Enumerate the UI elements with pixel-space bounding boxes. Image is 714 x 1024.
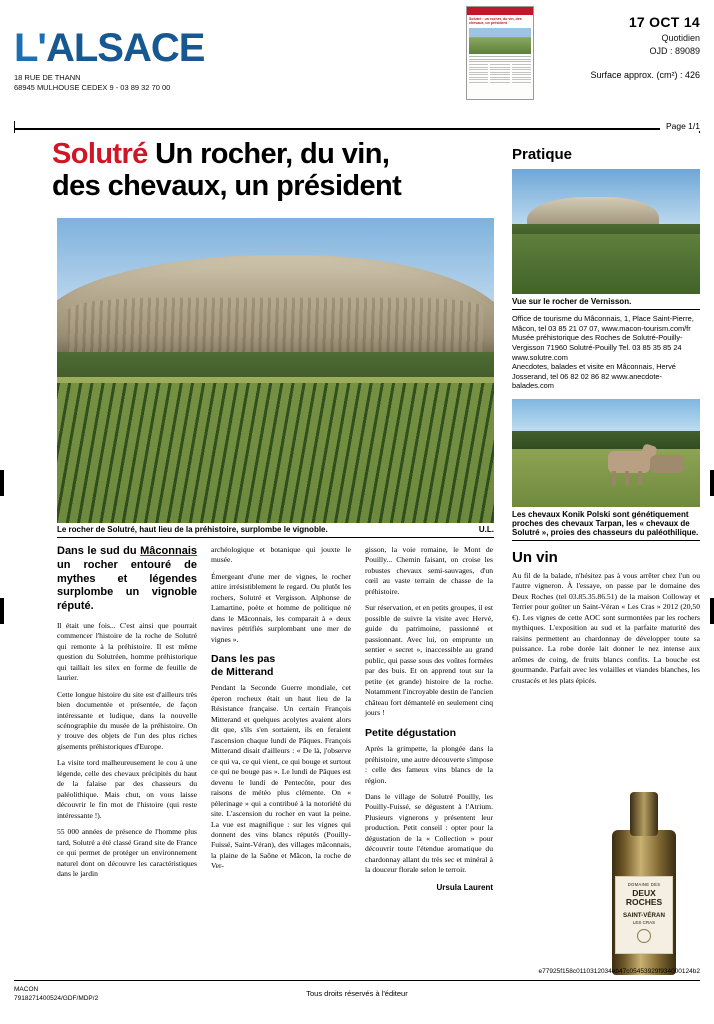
issue-thumbnail [466,6,534,100]
horse-figure-1 [608,451,650,473]
thumbnail-columns [469,64,531,84]
issue-surface: Surface approx. (cm²) : 426 [590,70,700,80]
bottle-label [615,876,673,954]
address-line-2: 68945 MULHOUSE CEDEX 9 - 03 89 32 70 00 [14,83,171,93]
paragraph: Après la grimpette, la plongée dans la préhistoire, une autre découverte s'impose : celle des fameux vins blancs de la région. [365,744,493,785]
subheading-degustation: Petite dégustation [365,726,457,739]
bottle-label-line-4: LES CRAS [632,919,656,925]
article-column-3 [365,545,493,893]
paragraph: Émergeant d'une mer de vignes, le rocher attire irrésistiblement le regard. Ou plutôt les rochers, Solutré et Vergisson. Alphonse de Lamartine, poète et homme de politique né dans le Mâconnais, les comparait à « deux navires pétrifiés surplombant une mer de vignes ». [211,571,351,644]
lead-underlined-word: Mâconnais [140,545,197,557]
paragraph: Pendant la Seconde Guerre mondiale, cet éperon rocheux était un haut lieu de la Résistance française. Un certain François Mitterand et quelques acolytes avaient alors dit que, s'ils s'en sortaient, ils en feraient l'ascension chaque lundi de Pâques. François Mitterand disait d'ailleurs : « De là, j'observe ce qui va, ce qui vient, ce qui bouge et surtout ce qui ne bouge pas ». Le lundi de Pâques est devenu le lundi de Pentecôte, pour des raisons de météo plus clémente. On « pèlerinage » qui a contribué à la notoriété du site. L'ascension du rocher en vaut la peine. La vue est magnifique : sur les vignes qui donnent des vins blancs réputés (Pouilly-Fuissé, Saint-Véran), des villages mâconnais, la plaine de la Saône et Mâcon, la roche de Ver- [211,683,351,871]
wine-bottle-photo [590,830,700,975]
thumbnail-title: Solutré : un rocher, du vin, des chevaux, un président [469,17,522,26]
header-rule [14,128,700,130]
sidebar-photo1-caption: Vue sur le rocher de Vernisson. [512,297,700,310]
paragraph: archéologique et botanique qui jouxte le musée. [211,545,351,565]
sidebar-wine-title: Un vin [512,549,558,566]
article-column-1 [57,545,197,886]
registration-mark-right-2 [710,598,714,624]
paragraph: La visite tord malheureusement le cou à une légende, celle des chevaux précipités du haut de la falaise par des chasseurs du paléolithique. Mais chut, on vous laisse découvrir le fin mot de l'histoire (qui reste intéressante !). [57,758,197,820]
registration-mark-left [0,470,4,496]
headline-line-2: des chevaux, un président [52,170,402,203]
address-line-1: 18 RUE DE THANN [14,73,81,82]
main-article-photo [57,218,494,523]
caption-rule [57,537,494,538]
headline-rest: Un rocher, du vin, [147,138,390,170]
logo-text: L'ALSACE [14,26,205,70]
issue-date: 17 OCT 14 [628,14,700,30]
photo-vineyard [57,383,494,523]
main-photo-caption: Le rocher de Solutré, haut lieu de la préhistoire, surplombe le vignoble. [57,525,328,534]
paragraph: Cette longue histoire du site est d'ailleurs très bien documentée et présentée, de façon intéressante et ludique, dans la nouvelle scénographie du musée de la préhistoire. On y trouve des objets de l'un des plus riches gisements préhistoriques d'Europe. [57,689,197,751]
paragraph: Dans le village de Solutré Pouilly, les Pouilly-Fuissé, se dégustent à l'Atrium. Plusieurs vignerons y présentent leur production. Petit conseil : opter pour la dégustation de la « Collection » pour découvrir toute l'étendue aromatique du chardonnay allant du très sec et minéral à la douceur florale selon le terroir. [365,791,493,875]
bottle-label-line-3: SAINT-VÉRAN [623,911,665,919]
publication-logo [14,28,244,93]
main-photo-credit: U.L. [478,525,494,534]
publication-address [14,73,244,93]
info-anecdotes: Anecdotes, balades et visite en Mâconnais, Hervé Josserand, tel 06 82 02 86 82 www.anecdote-balades.com [512,362,676,391]
footer-barcode-id: e77925f158c0110312034eb47c05453929f934000124b2 [538,968,700,975]
subheading-mitterand: Dans les pas de Mitterand [211,653,276,678]
registration-mark-left-2 [0,598,4,624]
page-footer [0,968,714,1014]
footer-rights: Tous droits réservés à l'éditeur [306,989,408,998]
headline-highlight: Solutré [52,138,148,170]
rule-tick-left [14,121,15,133]
paragraph: gisson, la voie romaine, le Mont de Pouilly... Chemin faisant, on croise les robustes chevaux semi-sauvages, d'un cœil au vaste terrain de chasse de la préhistoire. [365,545,493,596]
bottle-neck [630,792,658,836]
sidebar-photo-field [512,234,700,294]
sidebar-photo2-caption: Les chevaux Konik Polski sont génétiquement proches des chevaux Tarpan, les « chevaux de Solutré », proies des chasseurs du paléothilique. [512,510,700,541]
article-column-2 [211,545,351,878]
thumbnail-photo [469,28,531,54]
page-indicator: Page 1/1 [660,121,700,131]
article-lead: Dans le sud du Mâconnais un rocher entouré de mythes et légendes surplombe un vignoble réputé. [57,545,197,612]
sidebar-title: Pratique [512,146,573,163]
footer-city: MACON [14,986,39,993]
info-office-tourisme: Office de tourisme du Mâconnais, 1, Place Saint-Pierre, Mâcon, tel 03 85 21 07 07, www.macon-tourism.com/fr [512,314,694,333]
info-musee: Musée préhistorique des Roches de Solutré-Pouilly-Vergisson 71960 Solutré-Pouilly Tel. 03 85 35 85 24 www.solutre.com [512,333,683,362]
bottle-body [612,830,676,975]
page-header [0,0,714,131]
horse-legs [612,471,650,485]
issue-periodicity: Quotidien [661,33,700,43]
bottle-label-line-1: DOMAINE DES [627,882,661,887]
sidebar-wine-body: Au fil de la balade, n'hésitez pas à vous arrêter chez l'un ou l'autre vigneron. À l'essaye, on passe par le domaine des Deux Roches (tel 03.85.35.86.51) de la maison Colloway et Terrier pour goûter un Saint-Véran « Les Cras » 2012 (20,50 €). Les vignes de cette AOC sont surmontées par les rochers mythiques. L'exposition au sud et la parfaite maturité des raisins permettent au chardonnay de développer toute sa puissance. La robe dorée lait donner le nez intense aux arômes de coing, de fruits blancs confits. La bouche est gourmande. Parfait avec les volailles et viandes blanches, les crustacés et les plats épicés. [512,571,700,685]
paragraph: Sur réservation, et en petits groupes, il est possible de suivre la visite avec Hervé, guide du patrimoine, passionné et passionnant. Avec lui, on emprunte un sentier « secret », inaccessible au grand public, qui passe sous des voûtes formées par des buis. Et on apprend tout sur la petite (et grande) histoire de la roche. Notamment l'incroyable destin de l'ancien château fort démantelé en seulement cinq jours ! [365,603,493,718]
article-headline [52,138,492,203]
article-author: Ursula Laurent [436,882,493,892]
sidebar-photo-vernisson [512,169,700,294]
sidebar-pratique [512,146,700,686]
registration-mark-right [710,470,714,496]
bottle-label-line-2: DEUX ROCHES [625,888,663,907]
issue-ojd: OJD : 89089 [649,46,700,56]
issue-metadata [590,14,700,80]
bottle-label-seal [637,929,651,943]
main-photo-caption-row [57,525,494,534]
sidebar-info-block [512,314,700,391]
sidebar-photo-horses [512,399,700,507]
paragraph: 55 000 années de présence de l'homme plus tard, Solutré a été classé Grand site de France ce qui permet de protéger un environnement naturel dont on découvre les caractéristiques dans le jardin [57,827,197,879]
thumbnail-masthead [467,7,533,15]
horse-figure-2 [650,455,684,473]
footer-code: 7918271400524/GDF/MDP/2 [14,995,99,1003]
thumbnail-text-lines [469,56,531,62]
paragraph: Il était une fois... C'est ainsi que pourrait commencer l'histoire de la roche de Solutré qui remonte à la préhistoire. Il est même question du Solutréen, homme préhistorique qui taillait les silex en forme de feuille de laurier. [57,620,197,683]
footer-rule [14,980,700,981]
